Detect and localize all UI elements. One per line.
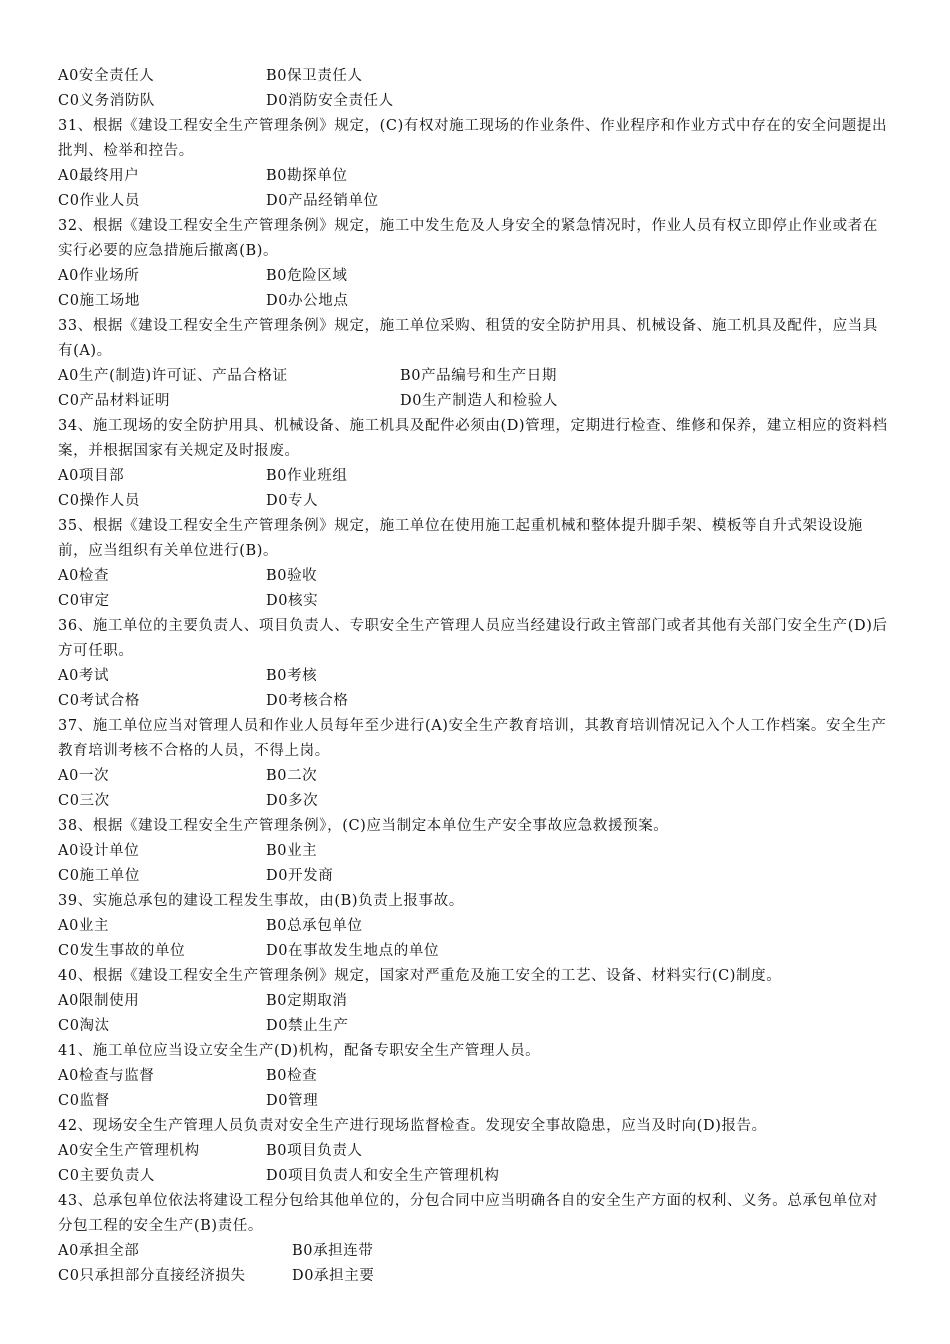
option-b: B0定期取消 <box>266 993 348 1009</box>
question-31: 31、根据《建设工程安全生产管理条例》规定，(C)有权对施工现场的作业条件、作业程序和作业方式中存在的安全问题提出批判、检举和控告。 <box>58 118 888 159</box>
option-a: A0承担全部 <box>58 1243 140 1259</box>
option-b: B0产品编号和生产日期 <box>400 368 557 384</box>
option-d: D0考核合格 <box>266 693 349 709</box>
option-a: A0检查 <box>58 568 110 584</box>
option-row <box>58 864 888 889</box>
option-c: C0审定 <box>58 593 110 609</box>
option-row <box>58 1089 888 1114</box>
option-c: C0操作人员 <box>58 493 140 509</box>
option-row <box>58 189 888 214</box>
option-row <box>58 939 888 964</box>
option-b: B0危险区域 <box>266 268 348 284</box>
option-d: D0项目负责人和安全生产管理机构 <box>266 1168 500 1184</box>
option-d: D0办公地点 <box>266 293 349 309</box>
question-38: 38、根据《建设工程安全生产管理条例》，(C)应当制定本单位生产安全事故应急救援预案。 <box>58 818 669 834</box>
option-b: B0考核 <box>266 668 318 684</box>
option-row <box>58 664 888 689</box>
option-row <box>58 89 888 114</box>
option-row <box>58 764 888 789</box>
option-row <box>58 1064 888 1089</box>
option-a: A0生产(制造)许可证、产品合格证 <box>58 368 288 384</box>
question-42: 42、现场安全生产管理人员负责对安全生产进行现场监督检查。发现安全事故隐患，应当及时向(D)报告。 <box>58 1118 767 1134</box>
option-b: B0承担连带 <box>292 1243 374 1259</box>
option-a: A0一次 <box>58 768 110 784</box>
option-row <box>58 1014 888 1039</box>
option-c: C0监督 <box>58 1093 110 1109</box>
option-a: A0项目部 <box>58 468 125 484</box>
option-row <box>58 564 888 589</box>
question-41: 41、施工单位应当设立安全生产(D)机构，配备专职安全生产管理人员。 <box>58 1043 541 1059</box>
option-row <box>58 364 888 389</box>
option-a: A0设计单位 <box>58 843 140 859</box>
option-row <box>58 689 888 714</box>
option-a: A0考试 <box>58 668 110 684</box>
option-c: C0考试合格 <box>58 693 140 709</box>
option-d: D0生产制造人和检验人 <box>400 393 558 409</box>
option-d: D0产品经销单位 <box>266 193 379 209</box>
option-b: B0保卫责任人 <box>266 68 363 84</box>
option-d: D0开发商 <box>266 868 334 884</box>
option-row <box>58 64 888 89</box>
option-a: A0限制使用 <box>58 993 140 1009</box>
option-row <box>58 1164 888 1189</box>
option-row <box>58 1239 888 1264</box>
option-c: C0三次 <box>58 793 110 809</box>
option-b: B0勘探单位 <box>266 168 348 184</box>
option-c: C0发生事故的单位 <box>58 943 186 959</box>
option-row <box>58 164 888 189</box>
option-d: D0专人 <box>266 493 319 509</box>
option-row <box>58 1139 888 1164</box>
question-40: 40、根据《建设工程安全生产管理条例》规定，国家对严重危及施工安全的工艺、设备、材料实行(C)制度。 <box>58 968 782 984</box>
option-row <box>58 989 888 1014</box>
option-d: D0消防安全责任人 <box>266 93 394 109</box>
option-c: C0施工场地 <box>58 293 140 309</box>
option-b: B0项目负责人 <box>266 1143 363 1159</box>
option-row <box>58 264 888 289</box>
option-d: D0核实 <box>266 593 319 609</box>
option-a: A0业主 <box>58 918 110 934</box>
option-b: B0总承包单位 <box>266 918 363 934</box>
question-35: 35、根据《建设工程安全生产管理条例》规定，施工单位在使用施工起重机械和整体提升脚手架、模板等自升式架设设施前，应当组织有关单位进行(B)。 <box>58 518 863 559</box>
question-34: 34、施工现场的安全防护用具、机械设备、施工机具及配件必须由(D)管理，定期进行检查、维修和保养，建立相应的资料档案，并根据国家有关规定及时报废。 <box>58 418 888 459</box>
option-b: B0检查 <box>266 1068 318 1084</box>
option-a: A0最终用户 <box>58 168 140 184</box>
question-33: 33、根据《建设工程安全生产管理条例》规定，施工单位采购、租赁的安全防护用具、机械设备、施工机具及配件，应当具有(A)。 <box>58 318 878 359</box>
option-d: D0多次 <box>266 793 319 809</box>
option-b: B0作业班组 <box>266 468 348 484</box>
option-row <box>58 839 888 864</box>
question-43: 43、总承包单位依法将建设工程分包给其他单位的，分包合同中应当明确各自的安全生产方面的权利、义务。总承包单位对分包工程的安全生产(B)责任。 <box>58 1193 878 1234</box>
option-a: A0检查与监督 <box>58 1068 155 1084</box>
option-a: A0安全生产管理机构 <box>58 1143 200 1159</box>
option-c: C0主要负责人 <box>58 1168 156 1184</box>
option-d: D0禁止生产 <box>266 1018 349 1034</box>
option-c: C0只承担部分直接经济损失 <box>58 1268 246 1284</box>
option-b: B0验收 <box>266 568 318 584</box>
option-c: C0作业人员 <box>58 193 140 209</box>
question-36: 36、施工单位的主要负责人、项目负责人、专职安全生产管理人员应当经建设行政主管部门或者其他有关部门安全生产(D)后方可任职。 <box>58 618 888 659</box>
question-37: 37、施工单位应当对管理人员和作业人员每年至少进行(A)安全生产教育培训，其教育培训情况记入个人工作档案。安全生产教育培训考核不合格的人员，不得上岗。 <box>58 718 887 759</box>
question-39: 39、实施总承包的建设工程发生事故，由(B)负责上报事故。 <box>58 893 464 909</box>
option-c: C0产品材料证明 <box>58 393 171 409</box>
option-c: C0义务消防队 <box>58 93 156 109</box>
option-row <box>58 1264 888 1289</box>
question-32: 32、根据《建设工程安全生产管理条例》规定，施工中发生危及人身安全的紧急情况时，作业人员有权立即停止作业或者在实行必要的应急措施后撤离(B)。 <box>58 218 878 259</box>
option-d: D0在事故发生地点的单位 <box>266 943 440 959</box>
option-row <box>58 464 888 489</box>
option-c: C0施工单位 <box>58 868 140 884</box>
option-b: B0业主 <box>266 843 318 859</box>
option-row <box>58 389 888 414</box>
option-d: D0管理 <box>266 1093 319 1109</box>
option-row <box>58 289 888 314</box>
option-a: A0作业场所 <box>58 268 140 284</box>
option-c: C0淘汰 <box>58 1018 110 1034</box>
option-row <box>58 589 888 614</box>
option-d: D0承担主要 <box>292 1268 375 1284</box>
option-b: B0二次 <box>266 768 318 784</box>
option-row <box>58 489 888 514</box>
question-list <box>58 64 888 1289</box>
option-row <box>58 789 888 814</box>
option-a: A0安全责任人 <box>58 68 155 84</box>
option-row <box>58 914 888 939</box>
